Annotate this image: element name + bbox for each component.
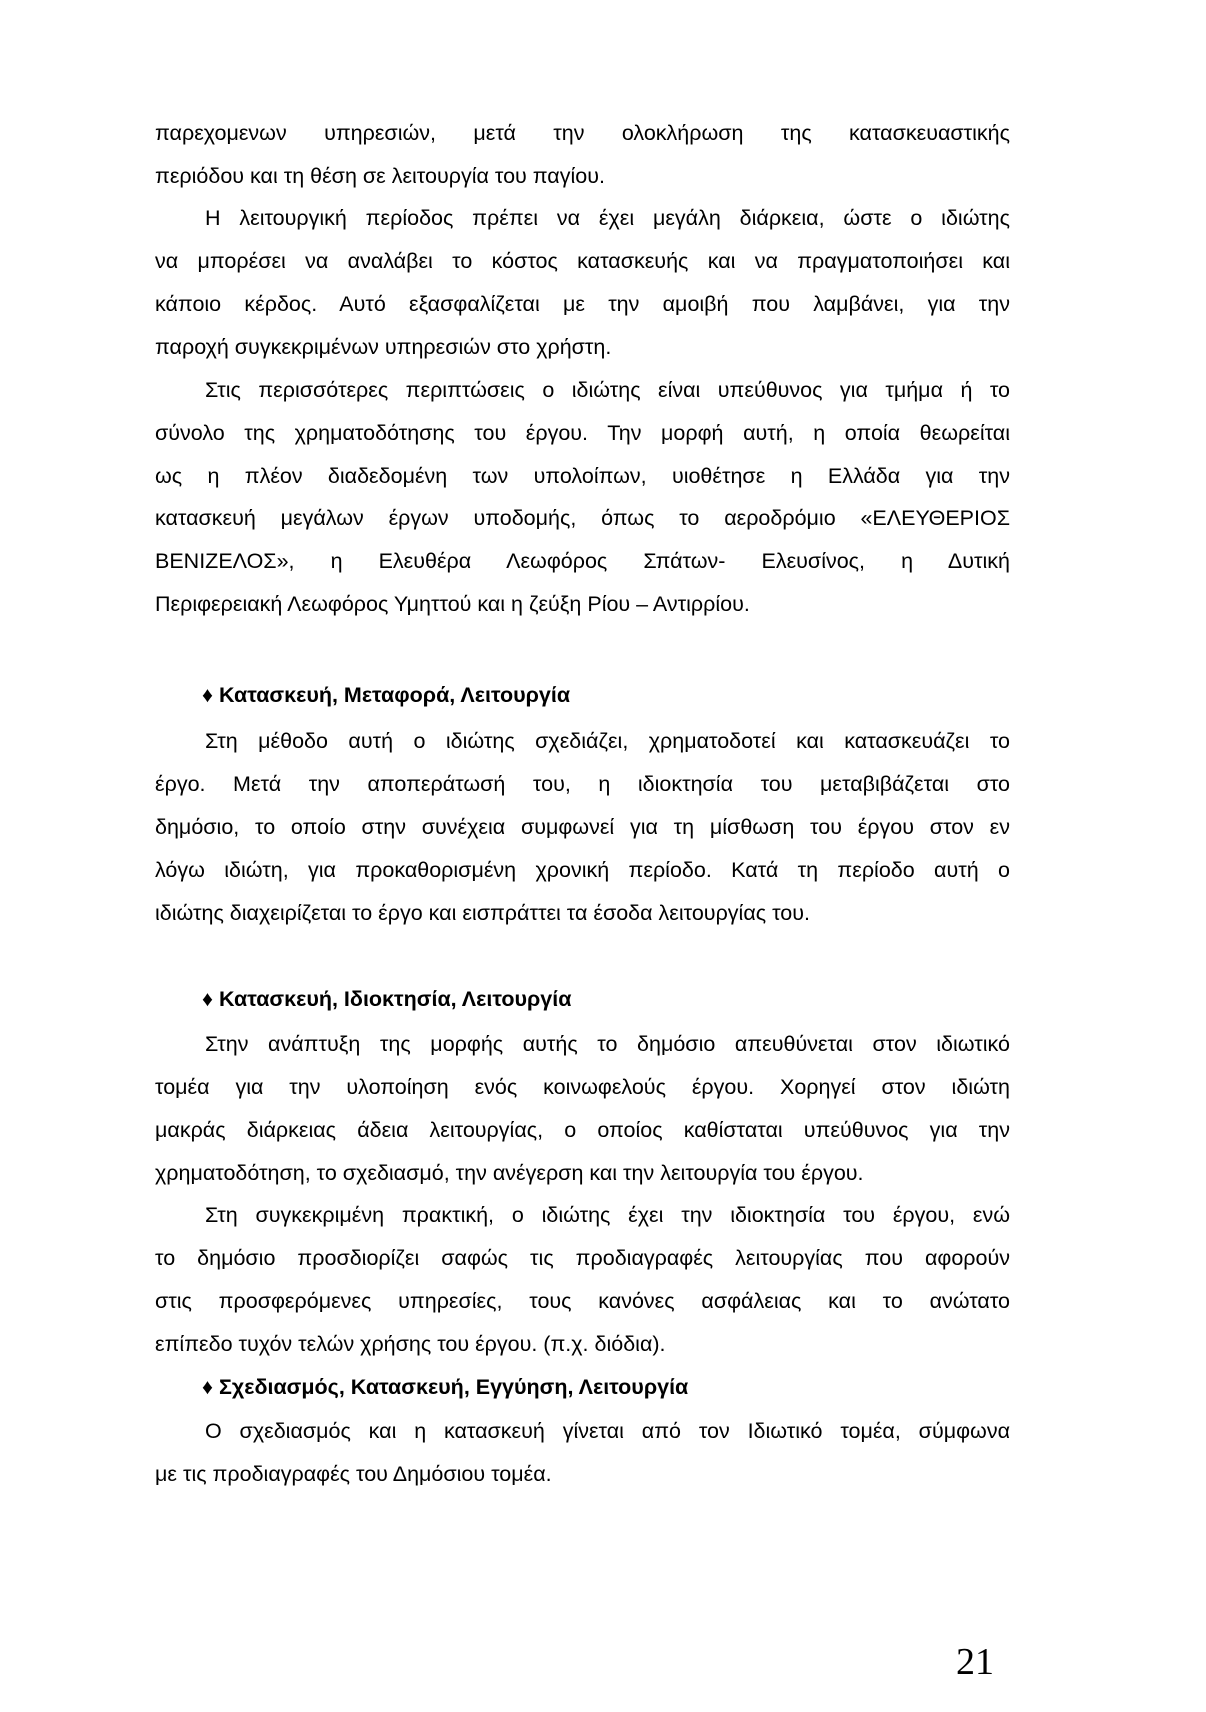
text-line: χρηματοδότηση, το σχεδιασμό, την ανέγερση και την λειτουργία του έργου. xyxy=(155,1161,864,1185)
text-line: επίπεδο τυχόν τελών χρήσης του έργου. (π.χ. διόδια). xyxy=(155,1332,666,1356)
text-line: Στις περισσότερες περιπτώσεις ο ιδιώτης είναι υπεύθυνος για τμήμα ή το xyxy=(205,378,1010,402)
text-line: Ο σχεδιασμός και η κατασκευή γίνεται από τον Ιδιωτικό τομέα, σύμφωνα xyxy=(205,1419,1010,1443)
text-line: Στη συγκεκριμένη πρακτική, ο ιδιώτης έχει την ιδιοκτησία του έργου, ενώ xyxy=(205,1203,1010,1227)
section-heading xyxy=(202,1374,688,1400)
text-line: Η λειτουργική περίοδος πρέπει να έχει μεγάλη διάρκεια, ώστε ο ιδιώτης xyxy=(205,206,1010,230)
diamond-bullet-icon: ♦ xyxy=(202,683,213,707)
text-line: δημόσιο, το οποίο στην συνέχεια συμφωνεί για τη μίσθωση του έργου στον εν xyxy=(155,815,1010,839)
text-line: κατασκευή μεγάλων έργων υποδομής, όπως το αεροδρόμιο «ΕΛΕΥΘΕΡΙΟΣ xyxy=(155,506,1010,530)
section-heading-text: Κατασκευή, Ιδιοκτησία, Λειτουργία xyxy=(218,987,572,1011)
section-heading xyxy=(202,986,571,1012)
text-line: Περιφερειακή Λεωφόρος Υμηττού και η ζεύξη Ρίου – Αντιρρίου. xyxy=(155,592,750,616)
text-line: παροχή συγκεκριμένων υπηρεσιών στο χρήστη. xyxy=(155,335,612,359)
text-line: το δημόσιο προσδιορίζει σαφώς τις προδιαγραφές λειτουργίας που αφορούν xyxy=(155,1246,1010,1270)
text-line: κάποιο κέρδος. Αυτό εξασφαλίζεται με την αμοιβή που λαμβάνει, για την xyxy=(155,292,1010,316)
text-line: Στη μέθοδο αυτή ο ιδιώτης σχεδιάζει, χρηματοδοτεί και κατασκευάζει το xyxy=(205,729,1010,753)
text-line: ΒΕΝΙΖΕΛΟΣ», η Ελευθέρα Λεωφόρος Σπάτων- Ελευσίνος, η Δυτική xyxy=(155,549,1010,573)
text-line: περιόδου και τη θέση σε λειτουργία του παγίου. xyxy=(155,164,605,188)
text-line: με τις προδιαγραφές του Δημόσιου τομέα. xyxy=(155,1462,552,1486)
text-line: Στην ανάπτυξη της μορφής αυτής το δημόσιο απευθύνεται στον ιδιωτικό xyxy=(205,1032,1010,1056)
text-line: έργο. Μετά την αποπεράτωσή του, η ιδιοκτησία του μεταβιβάζεται στο xyxy=(155,772,1010,796)
text-line: τομέα για την υλοποίηση ενός κοινωφελούς έργου. Χορηγεί στον ιδιώτη xyxy=(155,1075,1010,1099)
text-line: μακράς διάρκειας άδεια λειτουργίας, ο οποίος καθίσταται υπεύθυνος για την xyxy=(155,1118,1010,1142)
text-line: στις προσφερόμενες υπηρεσίες, τους κανόνες ασφάλειας και το ανώτατο xyxy=(155,1289,1010,1313)
text-line: παρεχομενων υπηρεσιών, μετά την ολοκλήρωση της κατασκευαστικής xyxy=(155,121,1010,145)
section-heading-text: Κατασκευή, Μεταφορά, Λειτουργία xyxy=(218,683,571,707)
text-line: λόγω ιδιώτη, για προκαθορισμένη χρονική περίοδο. Κατά τη περίοδο αυτή ο xyxy=(155,858,1010,882)
text-line: να μπορέσει να αναλάβει το κόστος κατασκευής και να πραγματοποιήσει και xyxy=(155,249,1010,273)
diamond-bullet-icon: ♦ xyxy=(202,1375,213,1399)
text-line: σύνολο της χρηματοδότησης του έργου. Την μορφή αυτή, η οποία θεωρείται xyxy=(155,421,1010,445)
section-heading-text: Σχεδιασμός, Κατασκευή, Εγγύηση, Λειτουργία xyxy=(218,1375,689,1399)
diamond-bullet-icon: ♦ xyxy=(202,987,213,1011)
text-line: ιδιώτης διαχειρίζεται το έργο και εισπράττει τα έσοδα λειτουργίας του. xyxy=(155,901,810,925)
page-number: 21 xyxy=(956,1641,994,1683)
section-heading xyxy=(202,682,570,708)
text-line: ως η πλέον διαδεδομένη των υπολοίπων, υιοθέτησε η Ελλάδα για την xyxy=(155,464,1010,488)
